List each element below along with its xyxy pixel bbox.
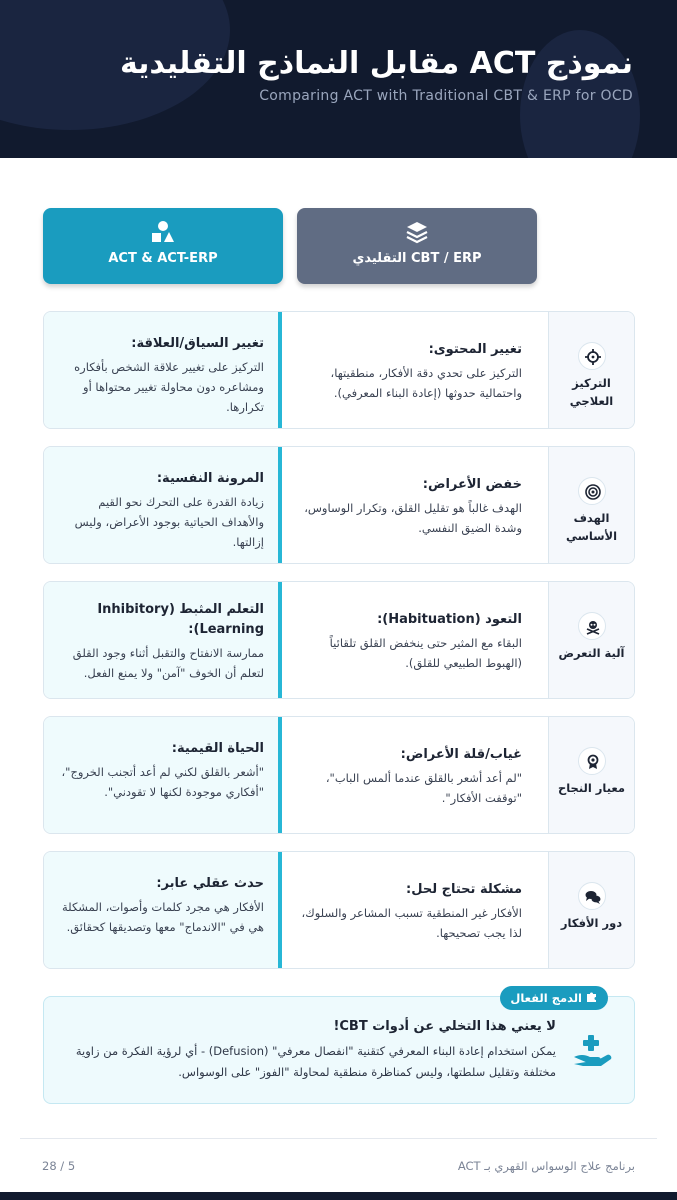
comparison-row-role-of-thoughts (43, 851, 635, 969)
cbt-cell (286, 852, 550, 968)
row-label-cell (548, 312, 634, 428)
cbt-cell (286, 582, 550, 698)
cbt-cell-title: غياب/قلة الأعراض: (400, 747, 522, 762)
crosshair-icon (578, 342, 606, 370)
callout-text: يمكن استخدام إعادة البناء المعرفي كتقنية "انفصال معرفي" (Defusion) - أي لرؤية الفكرة من زاوية مختلفة وتقليل سلطتها، وليس كمناظرة منطقية لمحاولة "الفوز" على الوسواس. (75, 1044, 556, 1079)
row-label-cell (548, 582, 634, 698)
puzzle-icon (586, 987, 598, 1011)
row-label-cell (548, 717, 634, 833)
cbt-cell-title: تغيير المحتوى: (428, 342, 522, 357)
column-header-cbt (297, 208, 537, 284)
act-cell-title: تغيير السياق/العلاقة: (131, 336, 264, 351)
callout-badge (500, 986, 608, 1010)
act-cell-text: زيادة القدرة على التحرك نحو القيم والأهداف الحياتية بوجود الأعراض، وليس إزالتها. (74, 495, 264, 549)
cbt-cell-title: خفض الأعراض: (422, 477, 522, 492)
callout-title: لا يعني هذا التخلي عن أدوات CBT! (333, 1019, 556, 1034)
comparison-row-therapeutic-focus (43, 311, 635, 429)
act-cell (44, 852, 282, 968)
cbt-cell-text: "لم أعد أشعر بالقلق عندما ألمس الباب"، "توقفت الأفكار". (325, 771, 522, 805)
bottom-bar (0, 1192, 677, 1200)
cbt-cell-text: التركيز على تحدي دقة الأفكار، منطقيتها، واحتمالية حدوثها (إعادة البناء المعرفي). (330, 366, 522, 400)
row-label: التركيز العلاجي (569, 376, 614, 408)
cbt-cell (286, 717, 550, 833)
act-cell (44, 582, 282, 698)
act-cell-title: التعلم المثبط (Inhibitory Learning): (97, 602, 264, 637)
act-cell (44, 717, 282, 833)
header-banner (0, 0, 677, 158)
act-cell-text: الأفكار هي مجرد كلمات وأصوات، المشكلة هي في "الاندماج" معها وتصديقها كحقائق. (61, 900, 264, 934)
cbt-cell (286, 312, 550, 428)
act-cell-title: الحياة القيمية: (171, 741, 264, 756)
footer-program-name: برنامج علاج الوسواس القهري بـ ACT (457, 1159, 635, 1173)
act-cell-title: حدث عقلي عابر: (156, 876, 264, 891)
column-header-act (43, 208, 283, 284)
page-number: 28 / 5 (42, 1159, 76, 1173)
act-cell (44, 447, 282, 563)
column-label-cbt: CBT / ERP التقليدي (352, 251, 482, 266)
hand-plus-icon (572, 1033, 614, 1069)
layers-icon (297, 220, 537, 244)
cbt-cell-text: البقاء مع المثير حتى ينخفض القلق تلقائياً (الهبوط الطبيعي للقلق). (329, 636, 522, 670)
act-cell-text: "أشعر بالقلق لكني لم أعد أتجنب الخروج"، "أفكاري موجودة لكنها لا تقودني". (61, 765, 264, 799)
row-label: الهدف الأساسي (565, 511, 618, 543)
integration-callout (43, 991, 635, 1104)
column-label-act: ACT & ACT-ERP (108, 251, 218, 266)
row-label: معيار النجاح (557, 781, 626, 795)
cbt-cell-text: الأفكار غير المنطقية تسبب المشاعر والسلوك، لذا يجب تصحيحها. (301, 906, 522, 940)
comparison-row-exposure-mechanism (43, 581, 635, 699)
footer-divider (20, 1138, 657, 1139)
comparison-row-success-criterion (43, 716, 635, 834)
cbt-cell (286, 447, 550, 563)
chat-bubbles-icon (578, 882, 606, 910)
page-title: نموذج ACT مقابل النماذج التقليدية (119, 46, 633, 81)
row-label-cell (548, 852, 634, 968)
row-label-cell (548, 447, 634, 563)
comparison-row-primary-goal (43, 446, 635, 564)
act-cell (44, 312, 282, 428)
act-cell-text: ممارسة الانفتاح والتقبل أثناء وجود القلق لتعلم أن الخوف "آمن" ولا يمنع الفعل. (72, 646, 264, 680)
row-label: دور الأفكار (560, 916, 623, 930)
row-label: آلية التعرض (558, 646, 625, 660)
cbt-cell-title: التعود (Habituation): (377, 612, 522, 627)
target-icon (578, 477, 606, 505)
page-subtitle: Comparing ACT with Traditional CBT & ERP for OCD (259, 88, 633, 104)
act-cell-title: المرونة النفسية: (156, 471, 264, 486)
skull-crossbones-icon (578, 612, 606, 640)
shapes-icon (43, 220, 283, 244)
cbt-cell-text: الهدف غالباً هو تقليل القلق، وتكرار الوساوس، وشدة الضيق النفسي. (304, 501, 522, 535)
award-icon (578, 747, 606, 775)
act-cell-text: التركيز على تغيير علاقة الشخص بأفكاره ومشاعره دون محاولة تغيير محتواها أو تكرارها. (74, 360, 264, 414)
cbt-cell-title: مشكلة تحتاج لحل: (406, 882, 522, 897)
callout-badge-label: الدمج الفعال (510, 991, 582, 1005)
